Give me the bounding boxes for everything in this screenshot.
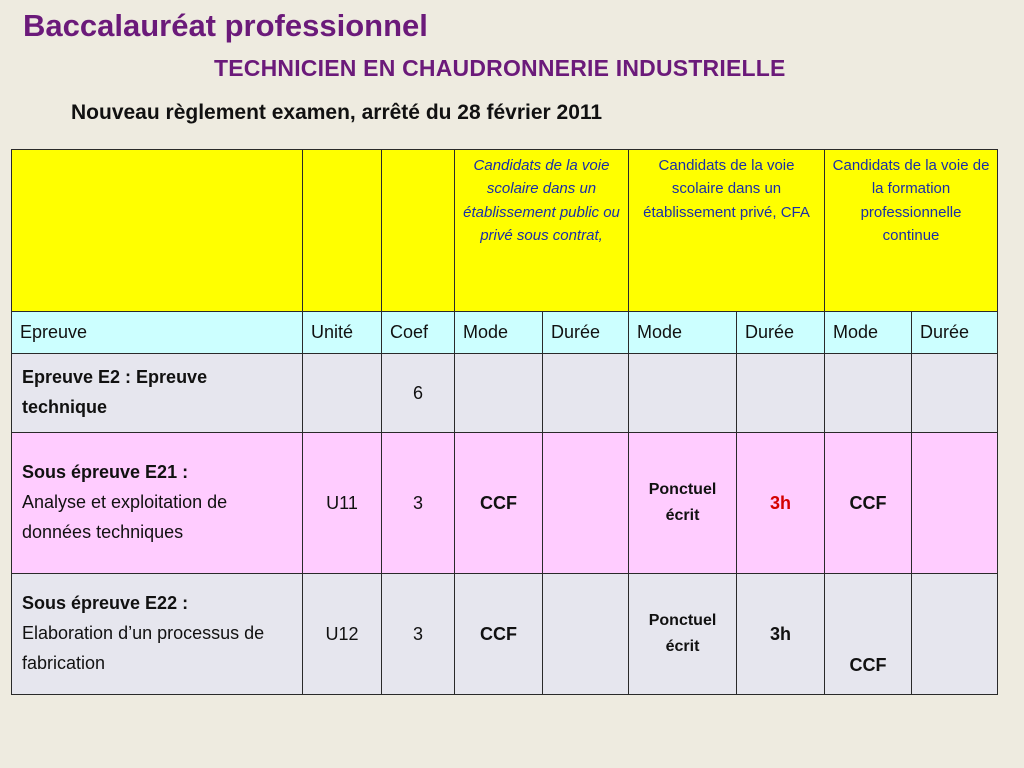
empty-header-cell: [12, 150, 303, 312]
coef-cell: 3: [382, 433, 455, 574]
epreuve-title: Epreuve E2 : Epreuve technique: [22, 367, 208, 417]
duree-cell: [737, 354, 825, 433]
col-mode-3: Mode: [825, 312, 912, 354]
table-row: [12, 433, 998, 574]
mode-cell: Ponctuel écrit: [629, 433, 737, 574]
epreuve-description: Analyse et exploitation de données techniques: [22, 492, 228, 542]
duree-cell: [543, 433, 629, 574]
table-row: [12, 574, 998, 695]
mode-cell: [455, 354, 543, 433]
col-mode-2: Mode: [629, 312, 737, 354]
col-duree-1: Durée: [543, 312, 629, 354]
header-continuing-education: Candidats de la voie de la formation professionnelle continue: [825, 150, 998, 312]
epreuve-name: [12, 354, 303, 433]
unite-cell: U12: [303, 574, 382, 695]
mode-cell: [825, 354, 912, 433]
column-header-row: [12, 312, 998, 354]
coef-cell: 3: [382, 574, 455, 695]
mode-cell: [629, 354, 737, 433]
col-epreuve: Epreuve: [12, 312, 303, 354]
exam-table: [11, 149, 998, 695]
mode-cell: CCF: [825, 574, 912, 695]
col-unite: Unité: [303, 312, 382, 354]
duree-cell: [912, 574, 998, 695]
col-duree-2: Durée: [737, 312, 825, 354]
col-coef: Coef: [382, 312, 455, 354]
mode-cell: CCF: [825, 433, 912, 574]
epreuve-description: Elaboration d’un processus de fabrication: [22, 623, 265, 673]
epreuve-title: Sous épreuve E21 :: [22, 462, 189, 483]
col-duree-3: Durée: [912, 312, 998, 354]
empty-header-cell: [382, 150, 455, 312]
table-row: [12, 354, 998, 433]
duree-cell: [912, 354, 998, 433]
duree-cell: 3h: [737, 433, 825, 574]
page-title: Baccalauréat professionnel: [23, 8, 428, 43]
coef-cell: 6: [382, 354, 455, 433]
regulation-line: Nouveau règlement examen, arrêté du 28 février 2011: [71, 101, 603, 124]
duree-cell: [543, 574, 629, 695]
header-private-candidates: Candidats de la voie scolaire dans un établissement privé, CFA: [629, 150, 825, 312]
epreuve-name: [12, 433, 303, 574]
mode-cell: CCF: [455, 433, 543, 574]
duree-cell: [543, 354, 629, 433]
unite-cell: [303, 354, 382, 433]
page-subtitle: TECHNICIEN EN CHAUDRONNERIE INDUSTRIELLE: [214, 55, 786, 81]
duree-cell: [912, 433, 998, 574]
duree-cell: 3h: [737, 574, 825, 695]
candidate-header-row: [12, 150, 998, 312]
epreuve-title: Sous épreuve E22 :: [22, 593, 189, 614]
empty-header-cell: [303, 150, 382, 312]
header-public-candidates: Candidats de la voie scolaire dans un établissement public ou privé sous contrat,: [455, 150, 629, 312]
unite-cell: U11: [303, 433, 382, 574]
mode-cell: CCF: [455, 574, 543, 695]
col-mode-1: Mode: [455, 312, 543, 354]
mode-cell: Ponctuel écrit: [629, 574, 737, 695]
epreuve-name: [12, 574, 303, 695]
